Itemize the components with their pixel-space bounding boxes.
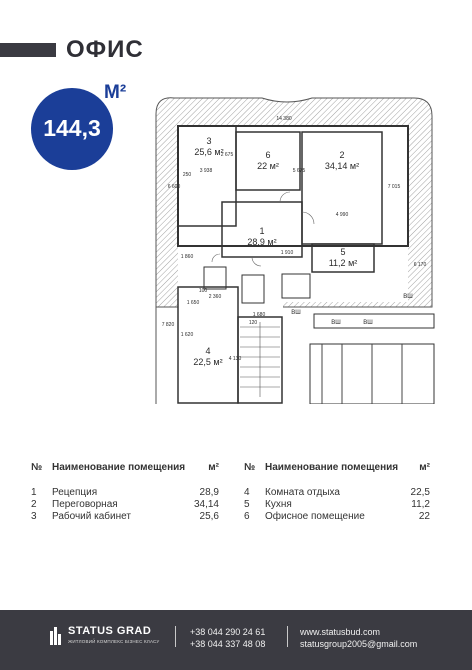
row-number: 3 [31,511,37,522]
row-name: Кухня [265,499,292,510]
title-accent-bar [0,43,56,57]
dimension-label: 7 015 [387,184,401,190]
row-value: 25,6 [199,511,219,522]
header-unit: м² [419,462,430,473]
table-row [31,499,219,511]
table-row [244,499,430,511]
row-number: 1 [31,487,37,498]
dimension-label: 1 860 [180,254,194,260]
divider [287,626,288,647]
table-row [244,487,430,499]
row-number: 5 [244,499,250,510]
dimension-label: 1 680 [252,312,266,318]
room-area: 11,2 м² [328,258,358,268]
phone-2[interactable]: +38 044 337 48 08 [190,639,266,649]
shaft-label: ВШ [291,310,301,316]
header-unit: м² [208,462,219,473]
row-name: Рабочий кабинет [52,511,131,522]
shaft-label: ВШ [331,320,341,326]
room-area: 34,14 м² [324,161,360,171]
footer [0,610,472,670]
logo-name: STATUS GRAD [68,625,152,637]
row-name: Комната отдыха [265,487,340,498]
room-2-label [312,150,372,172]
dimension-label: 1 620 [180,332,194,338]
room-number: 4 [205,346,211,356]
email-link[interactable]: statusgroup2005@gmail.com [300,639,418,649]
room-5-label [318,247,368,269]
room-number: 5 [340,247,346,257]
room-number: 6 [265,150,271,160]
row-name: Переговорная [52,499,118,510]
room-6-label [240,150,296,172]
room-number: 1 [259,226,265,236]
row-value: 28,9 [199,487,219,498]
table-row [244,511,430,523]
shaft-label: ВШ [363,320,373,326]
dimension-label: 120 [248,320,258,326]
room-area: 22 м² [257,161,279,171]
row-value: 11,2 [411,499,430,510]
row-name: Рецепция [52,487,98,498]
area-value: 144,3 [43,115,101,141]
room-number: 2 [339,150,345,160]
table-header [244,462,430,476]
room-area: 22,5 м² [193,357,223,367]
row-number: 2 [31,499,37,510]
dimension-label: 2 360 [208,294,222,300]
dimension-label: 1 650 [186,300,200,306]
table-row [31,511,219,523]
dimension-label: 3 938 [199,168,213,174]
divider [175,626,176,647]
page-title: ОФИС [66,36,144,63]
dimension-label: 4 990 [335,212,349,218]
table-row [31,487,219,499]
row-value: 22,5 [410,487,430,498]
row-number: 6 [244,511,250,522]
logo-subtitle: ЖИТЛОВИЙ КОМПЛЕКС БІЗНЕС КЛАСУ [68,639,160,644]
shaft-label: ВШ [403,294,413,300]
dimension-label: 7 820 [161,322,175,328]
website-link[interactable]: www.statusbud.com [300,627,381,637]
row-value: 22 [418,511,430,522]
area-unit: М² [104,82,127,103]
area-badge [31,88,113,170]
room-number: 3 [206,136,212,146]
header-name: Наименование помещения [52,462,186,473]
room-area: 25,6 м² [194,147,224,157]
dimension-label: 5 675 [292,168,306,174]
rooms-table-right [244,462,430,523]
phone-1[interactable]: +38 044 290 24 61 [190,627,266,637]
floor-plan [152,92,437,404]
table-header [31,462,219,476]
dimension-label: 6 600 [167,184,181,190]
dimension-label: 100 [198,288,208,294]
dimension-label: 250 [182,172,192,178]
row-name: Офисное помещение [265,511,365,522]
dimension-label: 2 675 [220,152,234,158]
row-value: 34,14 [193,499,219,510]
building-logo-icon [49,625,63,645]
dimension-label: 14 380 [276,116,292,122]
room-1-label [232,226,292,248]
room-area: 28,9 м² [247,237,277,247]
header-number: № [244,462,256,473]
dimension-label: 1 910 [280,250,294,256]
dimension-label: 4 130 [228,356,242,362]
row-number: 4 [244,487,250,498]
header-number: № [31,462,43,473]
rooms-table-left [31,462,219,523]
header-name: Наименование помещения [265,462,399,473]
dimension-label: 6 170 [413,262,427,268]
